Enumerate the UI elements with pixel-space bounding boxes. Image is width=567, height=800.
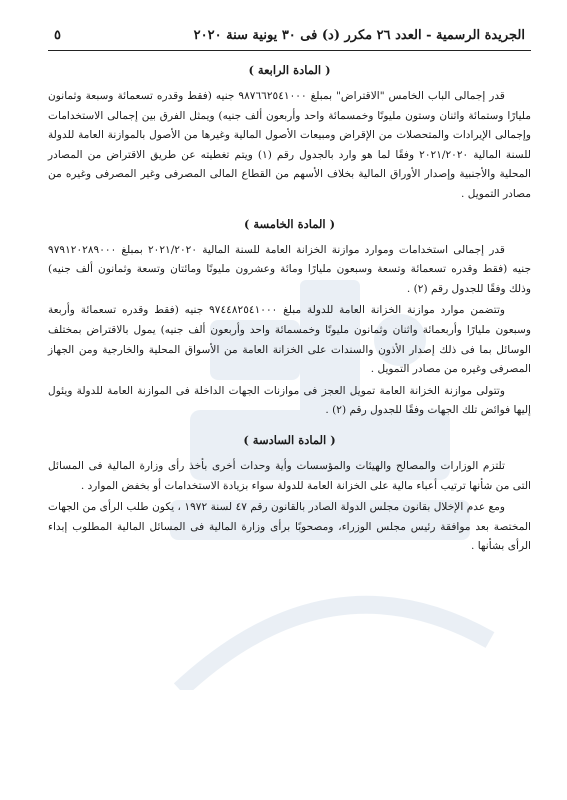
gazette-page — [48, 22, 531, 800]
page-header — [48, 22, 531, 51]
article-6-paragraph-1: تلتزم الوزارات والمصالح والهيئات والمؤسسات وأية وحدات أخرى بأخذ رأى وزارة المالية فى المسائل التى من شأنها ترتيب أعباء مالية على الخزانة العامة للدولة سواء بزيادة الاستخدامات أو بخفض الموارد . — [48, 459, 531, 492]
article-4-paragraph-1: قدر إجمالى الباب الخامس "الاقتراض" بمبلغ ٩٨٧٦٦٢٥٤١٠٠٠ جنيه (فقط وقدره تسعمائة وسبعة وثمانون مليارًا وستمائة واثنان وستون مليونًا وخمسمائة واحد وأربعون ألف جنيه) ويمثل الفرق بين إجمالى الاستخدامات وإجمالى الإيرادات والمتحصلات من الإقراض ومبيعات الأصول المالية وغيرها من الأصول بالموازنة العامة للدولة للسنة المالية ٢٠٢١/٢٠٢٠ وفقًا لما هو وارد بالجدول رقم (١) ويتم تغطيته عن طريق الاقتراض من المصادر المحلية والأجنبية وإصدار الأوراق المالية بخلاف الأسهم من القطاع المالى المصرفى وغير المصرفى وغيره من مصادر التمويل . — [48, 90, 531, 200]
article-heading-5: ( المادة الخامسة ) — [243, 216, 336, 231]
article-5-paragraph-1: قدر إجمالى استخدامات وموارد موازنة الخزانة العامة للسنة المالية ٢٠٢١/٢٠٢٠ بمبلغ ٩٧٩١٢٠٢٨٩٠٠٠ جنيه (فقط وقدره تسعمائة وتسعة وسبعون مليارًا ومائة وعشرون مليونًا ومائتان وتسعة وثمانون ألف جنيه) وذلك وفقًا للجدول رقم (٢) . — [48, 243, 531, 295]
header-title: الجريدة الرسمية - العدد ٢٦ مكرر (د) فى ٣٠ يونية سنة ٢٠٢٠ — [193, 27, 525, 43]
article-heading-6: ( المادة السادسة ) — [243, 432, 336, 447]
article-6-paragraph-2: ومع عدم الإخلال بقانون مجلس الدولة الصادر بالقانون رقم ٤٧ لسنة ١٩٧٢ ، يكون طلب الرأى من الجهات المختصة بعد موافقة رئيس مجلس الوزراء، ومصحوبًا برأى وزارة المالية فى المسائل المالية المطلوب إبداء الرأى بشأنها . — [48, 501, 531, 553]
article-heading-4: ( المادة الرابعة ) — [248, 63, 331, 77]
article-5-paragraph-3: وتتولى موازنة الخزانة العامة تمويل العجز فى موازنات الجهات الداخلة فى الموازنة العامة للدولة ويئول إليها فوائض تلك الجهات وفقًا للجدول رقم (٢) . — [48, 384, 531, 417]
page-number: ٥ — [54, 27, 61, 43]
article-5-paragraph-2: وتتضمن موارد موازنة الخزانة العامة للدولة مبلغ ٩٧٤٤٨٢٥٤١٠٠٠ جنيه (فقط وقدره تسعمائة وأربعة وسبعون مليارًا وأربعمائة واثنان وثمانون مليونًا وخمسمائة واحد وأربعون ألف جنيه) يمول بالاقتراض بمختلف الوسائل بما فى ذلك إصدار الأذون والسندات على الخزانة العامة من الأسواق المحلية والخارجية ومن الجهاز المصرفى وغيره من مصادر التمويل . — [48, 304, 531, 376]
